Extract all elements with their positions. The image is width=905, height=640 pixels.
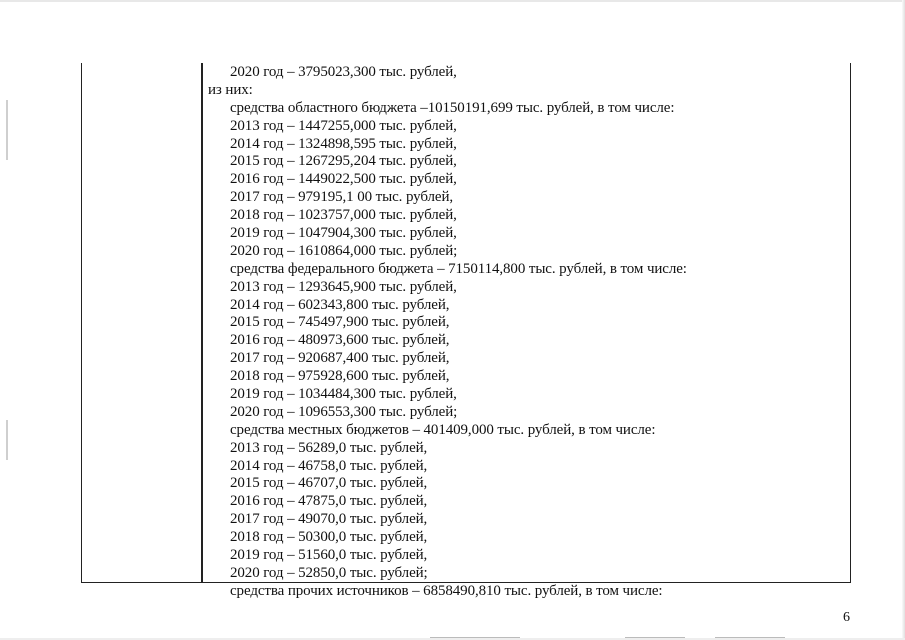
scan-mark: [625, 637, 685, 638]
scan-mark: [6, 100, 8, 160]
scan-mark: [715, 637, 785, 638]
text-line: 2013 год – 1293645,900 тыс. рублей,: [230, 278, 457, 295]
text-line: 2020 год – 3795023,300 тыс. рублей,: [230, 64, 457, 80]
text-line: 2017 год – 920687,400 тыс. рублей,: [230, 350, 450, 367]
scan-edge-top: [0, 0, 905, 2]
text-line: 2015 год – 1267295,204 тыс. рублей,: [230, 153, 457, 170]
text-line: 2017 год – 49070,0 тыс. рублей,: [230, 511, 428, 528]
text-line: 2017 год – 979195,1 00 тыс. рублей,: [230, 189, 454, 206]
text-line: 2015 год – 745497,900 тыс. рублей,: [230, 314, 450, 331]
text-line: 2020 год – 52850,0 тыс. рублей;: [230, 564, 428, 581]
text-line: из них:: [208, 81, 253, 98]
funding-table: [81, 63, 851, 599]
text-line: средства местных бюджетов – 401409,000 тыс. рублей, в том числе:: [230, 421, 656, 438]
scan-mark: [6, 420, 8, 460]
text-line: 2014 год – 602343,800 тыс. рублей,: [230, 296, 450, 313]
scan-mark: [430, 637, 520, 638]
text-line: 2016 год – 47875,0 тыс. рублей,: [230, 493, 428, 510]
text-line: 2020 год – 1096553,300 тыс. рублей;: [230, 403, 458, 420]
text-line: 2019 год – 1034484,300 тыс. рублей,: [230, 386, 457, 403]
page-number: 6: [843, 610, 850, 625]
text-line: 2020 год – 1610864,000 тыс. рублей;: [230, 242, 458, 259]
text-line: 2018 год – 1023757,000 тыс. рублей,: [230, 207, 457, 224]
text-line: 2018 год – 50300,0 тыс. рублей,: [230, 529, 428, 546]
text-line: 2016 год – 1449022,500 тыс. рублей,: [230, 171, 457, 188]
text-line: 2016 год – 480973,600 тыс. рублей,: [230, 332, 450, 349]
text-line: средства областного бюджета –10150191,699 тыс. рублей, в том числе:: [230, 99, 675, 116]
text-line: 2014 год – 46758,0 тыс. рублей,: [230, 457, 428, 474]
text-line: 2014 год – 1324898,595 тыс. рублей,: [230, 135, 457, 152]
text-line: 2019 год – 51560,0 тыс. рублей,: [230, 547, 428, 564]
text-line: 2013 год – 56289,0 тыс. рублей,: [230, 439, 428, 456]
text-line: средства прочих источников – 6858490,810 тыс. рублей, в том числе:: [230, 582, 663, 599]
table-column-divider: [201, 63, 203, 582]
text-line: 2019 год – 1047904,300 тыс. рублей,: [230, 225, 457, 242]
text-line: 2015 год – 46707,0 тыс. рублей,: [230, 475, 428, 492]
table-cell-content: [208, 64, 848, 601]
text-line: 2013 год – 1447255,000 тыс. рублей,: [230, 117, 457, 134]
text-line: средства федерального бюджета – 7150114,800 тыс. рублей, в том числе:: [230, 260, 687, 277]
text-line: 2018 год – 975928,600 тыс. рублей,: [230, 368, 450, 385]
